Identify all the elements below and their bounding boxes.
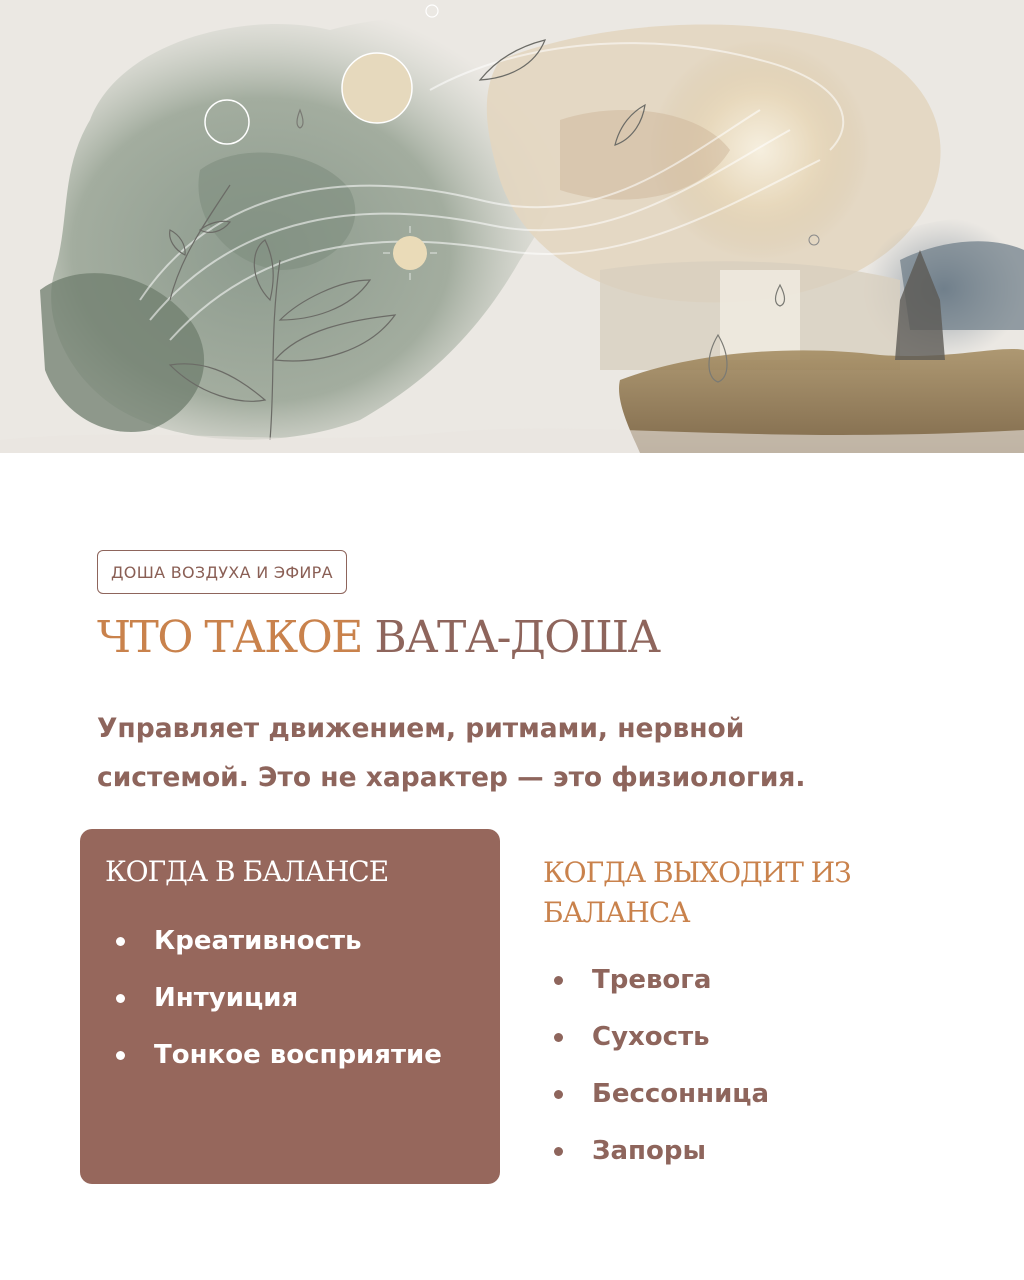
- imbalance-title: [543, 853, 851, 933]
- balance-card-title: КОГДА В БАЛАНСЕ: [105, 855, 389, 888]
- bullet-icon: [554, 1090, 563, 1099]
- bullet-icon: [116, 1051, 125, 1060]
- bullet-icon: [554, 976, 563, 985]
- lead-line-2: системой. Это не характер — это физиология.: [97, 762, 806, 793]
- lead-paragraph: [97, 704, 917, 802]
- hero-illustration: [0, 0, 1024, 453]
- imbalance-title-line-1: КОГДА ВЫХОДИТ ИЗ: [543, 856, 851, 889]
- bullet-icon: [116, 937, 125, 946]
- lead-line-1: Управляет движением, ритмами, нервной: [97, 713, 745, 744]
- category-tag-label: ДОША ВОЗДУХА И ЭФИРА: [111, 562, 333, 582]
- bullet-icon: [554, 1147, 563, 1156]
- page-title: [97, 608, 659, 668]
- bullet-icon: [554, 1033, 563, 1042]
- bullet-icon: [116, 994, 125, 1003]
- title-part-main: ВАТА-ДОША: [374, 612, 660, 663]
- category-tag: [97, 550, 347, 594]
- title-part-accent: ЧТО ТАКОЕ: [97, 612, 362, 663]
- imbalance-title-line-2: БАЛАНСА: [543, 896, 690, 929]
